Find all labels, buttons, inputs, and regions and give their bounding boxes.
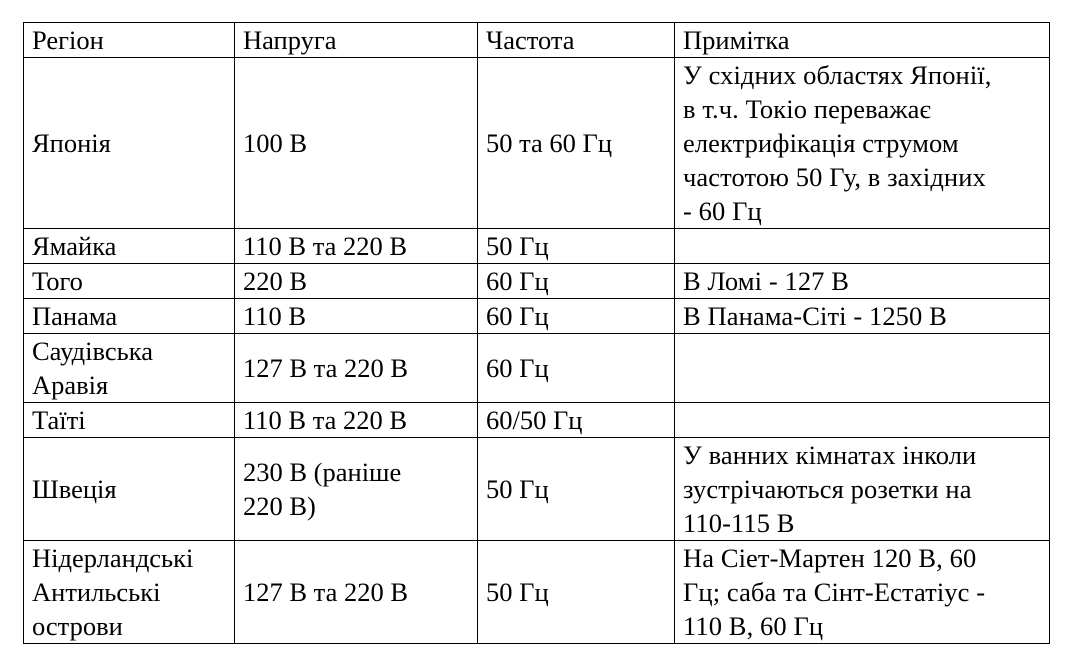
- cell-region: [24, 541, 235, 644]
- cell-voltage: [235, 438, 478, 541]
- cell-frequency: 60/50 Гц: [478, 403, 675, 438]
- voltage-line: 220 В): [243, 491, 316, 521]
- cell-frequency: 50 Гц: [478, 541, 675, 644]
- header-region: Регіон: [24, 23, 235, 58]
- table-row: [24, 438, 1050, 541]
- cell-voltage: 127 В та 220 В: [235, 334, 478, 403]
- note-line: 110-115 В: [683, 508, 795, 538]
- note-line: У ванних кімнатах інколи: [683, 440, 977, 470]
- cell-note: [675, 58, 1050, 229]
- region-line: Аравія: [32, 370, 109, 400]
- cell-frequency: 60 Гц: [478, 264, 675, 299]
- note-line: Гц; саба та Сінт-Естатіус -: [683, 577, 986, 607]
- header-note: Примітка: [675, 23, 1050, 58]
- note-line: В Ломі - 127 В: [683, 266, 850, 296]
- note-line: в т.ч. Токіо переважає: [683, 94, 932, 124]
- cell-region: [24, 334, 235, 403]
- table-row: [24, 403, 1050, 438]
- cell-voltage: 220 В: [235, 264, 478, 299]
- cell-frequency: 60 Гц: [478, 299, 675, 334]
- cell-voltage: 127 В та 220 В: [235, 541, 478, 644]
- cell-note: [675, 334, 1050, 403]
- cell-region: Ямайка: [24, 229, 235, 264]
- region-line: Саудівська: [32, 336, 153, 366]
- header-voltage: Напруга: [235, 23, 478, 58]
- cell-note: [675, 299, 1050, 334]
- cell-region: Таїті: [24, 403, 235, 438]
- cell-frequency: 50 Гц: [478, 229, 675, 264]
- note-line: частотою 50 Гу, в західних: [683, 162, 986, 192]
- cell-frequency: 60 Гц: [478, 334, 675, 403]
- cell-voltage: 110 В: [235, 299, 478, 334]
- cell-frequency: 50 та 60 Гц: [478, 58, 675, 229]
- region-line: Антильські: [32, 577, 161, 607]
- table-row: [24, 58, 1050, 229]
- region-line: острови: [32, 611, 123, 641]
- header-frequency: Частота: [478, 23, 675, 58]
- cell-note: [675, 229, 1050, 264]
- note-line: На Сіет-Мартен 120 В, 60: [683, 543, 977, 573]
- cell-region: Японія: [24, 58, 235, 229]
- note-line: електрифікація струмом: [683, 128, 959, 158]
- table-row: [24, 299, 1050, 334]
- cell-frequency: 50 Гц: [478, 438, 675, 541]
- cell-voltage: 110 В та 220 В: [235, 229, 478, 264]
- cell-note: [675, 403, 1050, 438]
- table-row: [24, 264, 1050, 299]
- cell-voltage: 110 В та 220 В: [235, 403, 478, 438]
- cell-region: Швеція: [24, 438, 235, 541]
- note-line: 110 В, 60 Гц: [683, 611, 824, 641]
- table-row: [24, 334, 1050, 403]
- table-row: [24, 229, 1050, 264]
- voltage-frequency-table: [23, 22, 1050, 644]
- note-line: В Панама-Сіті - 1250 В: [683, 301, 947, 331]
- table-header-row: [24, 23, 1050, 58]
- cell-note: [675, 438, 1050, 541]
- cell-note: [675, 264, 1050, 299]
- cell-region: Того: [24, 264, 235, 299]
- note-line: зустрічаються розетки на: [683, 474, 972, 504]
- voltage-line: 230 В (раніше: [243, 457, 402, 487]
- note-line: У східних областях Японії,: [683, 60, 992, 90]
- note-line: - 60 Гц: [683, 196, 762, 226]
- table-row: [24, 541, 1050, 644]
- cell-note: [675, 541, 1050, 644]
- cell-region: Панама: [24, 299, 235, 334]
- cell-voltage: 100 В: [235, 58, 478, 229]
- region-line: Нідерландські: [32, 543, 194, 573]
